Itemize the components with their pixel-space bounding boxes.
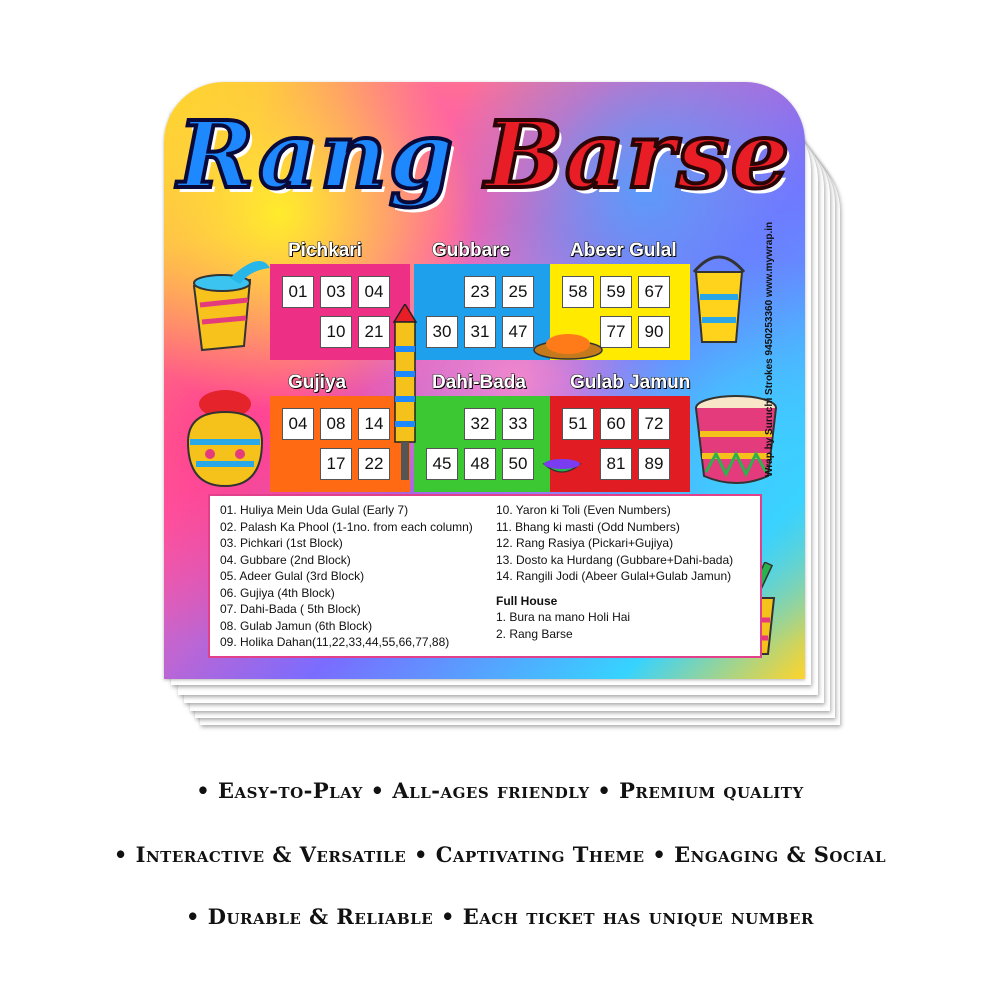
number-cell[interactable]: 48 xyxy=(464,448,496,480)
feature-line-1: • Easy-to-Play • All-ages friendly • Premium quality xyxy=(196,778,804,803)
block-label: Pichkari xyxy=(288,240,362,261)
rule-item: 05. Adeer Gulal (3rd Block) xyxy=(220,569,365,583)
number-cell[interactable]: 17 xyxy=(320,448,352,480)
number-cell[interactable]: 10 xyxy=(320,316,352,348)
rule-item: 12. Rang Rasiya (Pickari+Gujiya) xyxy=(496,536,674,550)
number-cell[interactable]: 04 xyxy=(282,408,314,440)
title-word-rang: Rang xyxy=(177,101,456,209)
number-cell[interactable]: 90 xyxy=(638,316,670,348)
feature-line-3: • Durable & Reliable • Each ticket has unique number xyxy=(186,904,814,929)
rule-item: 01. Huliya Mein Uda Gulal (Early 7) xyxy=(220,503,409,517)
block-label: Gulab Jamun xyxy=(570,372,691,393)
number-cell[interactable]: 33 xyxy=(502,408,534,440)
rule-item: 13. Dosto ka Hurdang (Gubbare+Dahi-bada) xyxy=(496,552,734,567)
number-cell[interactable]: 04 xyxy=(358,276,390,308)
number-cell[interactable]: 51 xyxy=(562,408,594,440)
rule-item: 09. Holika Dahan(11,22,33,44,55,66,77,88) xyxy=(220,635,450,649)
title-word-barse: Barse xyxy=(485,101,792,209)
rule-item: 10. Yaron ki Toli (Even Numbers) xyxy=(496,503,671,517)
tambola-ticket xyxy=(164,82,805,679)
gulal-pot-icon xyxy=(180,382,270,492)
number-cell[interactable]: 25 xyxy=(502,276,534,308)
number-cell[interactable]: 60 xyxy=(600,408,632,440)
rules-list-left xyxy=(220,502,473,651)
number-cell[interactable]: 81 xyxy=(600,448,632,480)
ticket-title xyxy=(164,100,805,210)
number-cell[interactable]: 77 xyxy=(600,316,632,348)
number-cell[interactable]: 50 xyxy=(502,448,534,480)
rule-item: 14. Rangili Jodi (Abeer Gulal+Gulab Jamun) xyxy=(496,569,732,583)
color-bowl-icon xyxy=(542,456,582,478)
rules-panel xyxy=(208,494,762,658)
block-label: Dahi-Bada xyxy=(432,372,526,393)
full-house-item: 2. Rang Barse xyxy=(496,626,573,641)
block-panel xyxy=(414,396,554,492)
number-cell[interactable]: 21 xyxy=(358,316,390,348)
rule-item: 11. Bhang ki masti (Odd Numbers) xyxy=(496,519,680,534)
number-cell[interactable]: 03 xyxy=(320,276,352,308)
rules-list-right xyxy=(496,502,733,642)
number-cell[interactable]: 72 xyxy=(638,408,670,440)
number-cell[interactable]: 45 xyxy=(426,448,458,480)
block-label: Gubbare xyxy=(432,240,511,261)
gulal-pot-icon xyxy=(532,330,604,360)
number-cell[interactable]: 59 xyxy=(600,276,632,308)
feature-line-2: • Interactive & Versatile • Captivating Theme • Engaging & Social xyxy=(113,842,887,867)
number-cell[interactable]: 32 xyxy=(464,408,496,440)
number-cell[interactable]: 67 xyxy=(638,276,670,308)
rule-item: 04. Gubbare (2nd Block) xyxy=(220,552,351,567)
rule-item: 06. Gujiya (4th Block) xyxy=(220,585,335,600)
number-cell[interactable]: 31 xyxy=(464,316,496,348)
block-panel xyxy=(270,264,410,360)
rule-item: 08. Gulab Jamun (6th Block) xyxy=(220,618,373,633)
full-house-item: 1. Bura na mano Holi Hai xyxy=(496,610,631,624)
block-label: Gujiya xyxy=(288,372,347,393)
full-house-title: Full House xyxy=(496,593,558,608)
color-bucket-icon xyxy=(180,250,272,360)
number-cell[interactable]: 01 xyxy=(282,276,314,308)
rule-item: 02. Palash Ka Phool (1-1no. from each column) xyxy=(220,519,473,534)
rule-item: 03. Pichkari (1st Block) xyxy=(220,536,343,550)
number-cell[interactable]: 89 xyxy=(638,448,670,480)
block-label: Abeer Gulal xyxy=(570,240,677,261)
number-cell[interactable]: 08 xyxy=(320,408,352,440)
number-cell[interactable]: 23 xyxy=(464,276,496,308)
credit-label: Wrap by Suruchi Strokes 9450253360 www.mywrap.in xyxy=(764,221,775,477)
number-cell[interactable]: 58 xyxy=(562,276,594,308)
credit-text xyxy=(760,221,776,492)
number-cell[interactable]: 30 xyxy=(426,316,458,348)
color-bucket-icon xyxy=(690,242,748,346)
rule-item: 07. Dahi-Bada ( 5th Block) xyxy=(220,602,361,616)
block-panel xyxy=(270,396,410,492)
number-cell[interactable]: 47 xyxy=(502,316,534,348)
full-house-list xyxy=(496,609,733,642)
pichkari-icon xyxy=(390,304,420,480)
number-cell[interactable]: 14 xyxy=(358,408,390,440)
number-cell[interactable]: 22 xyxy=(358,448,390,480)
